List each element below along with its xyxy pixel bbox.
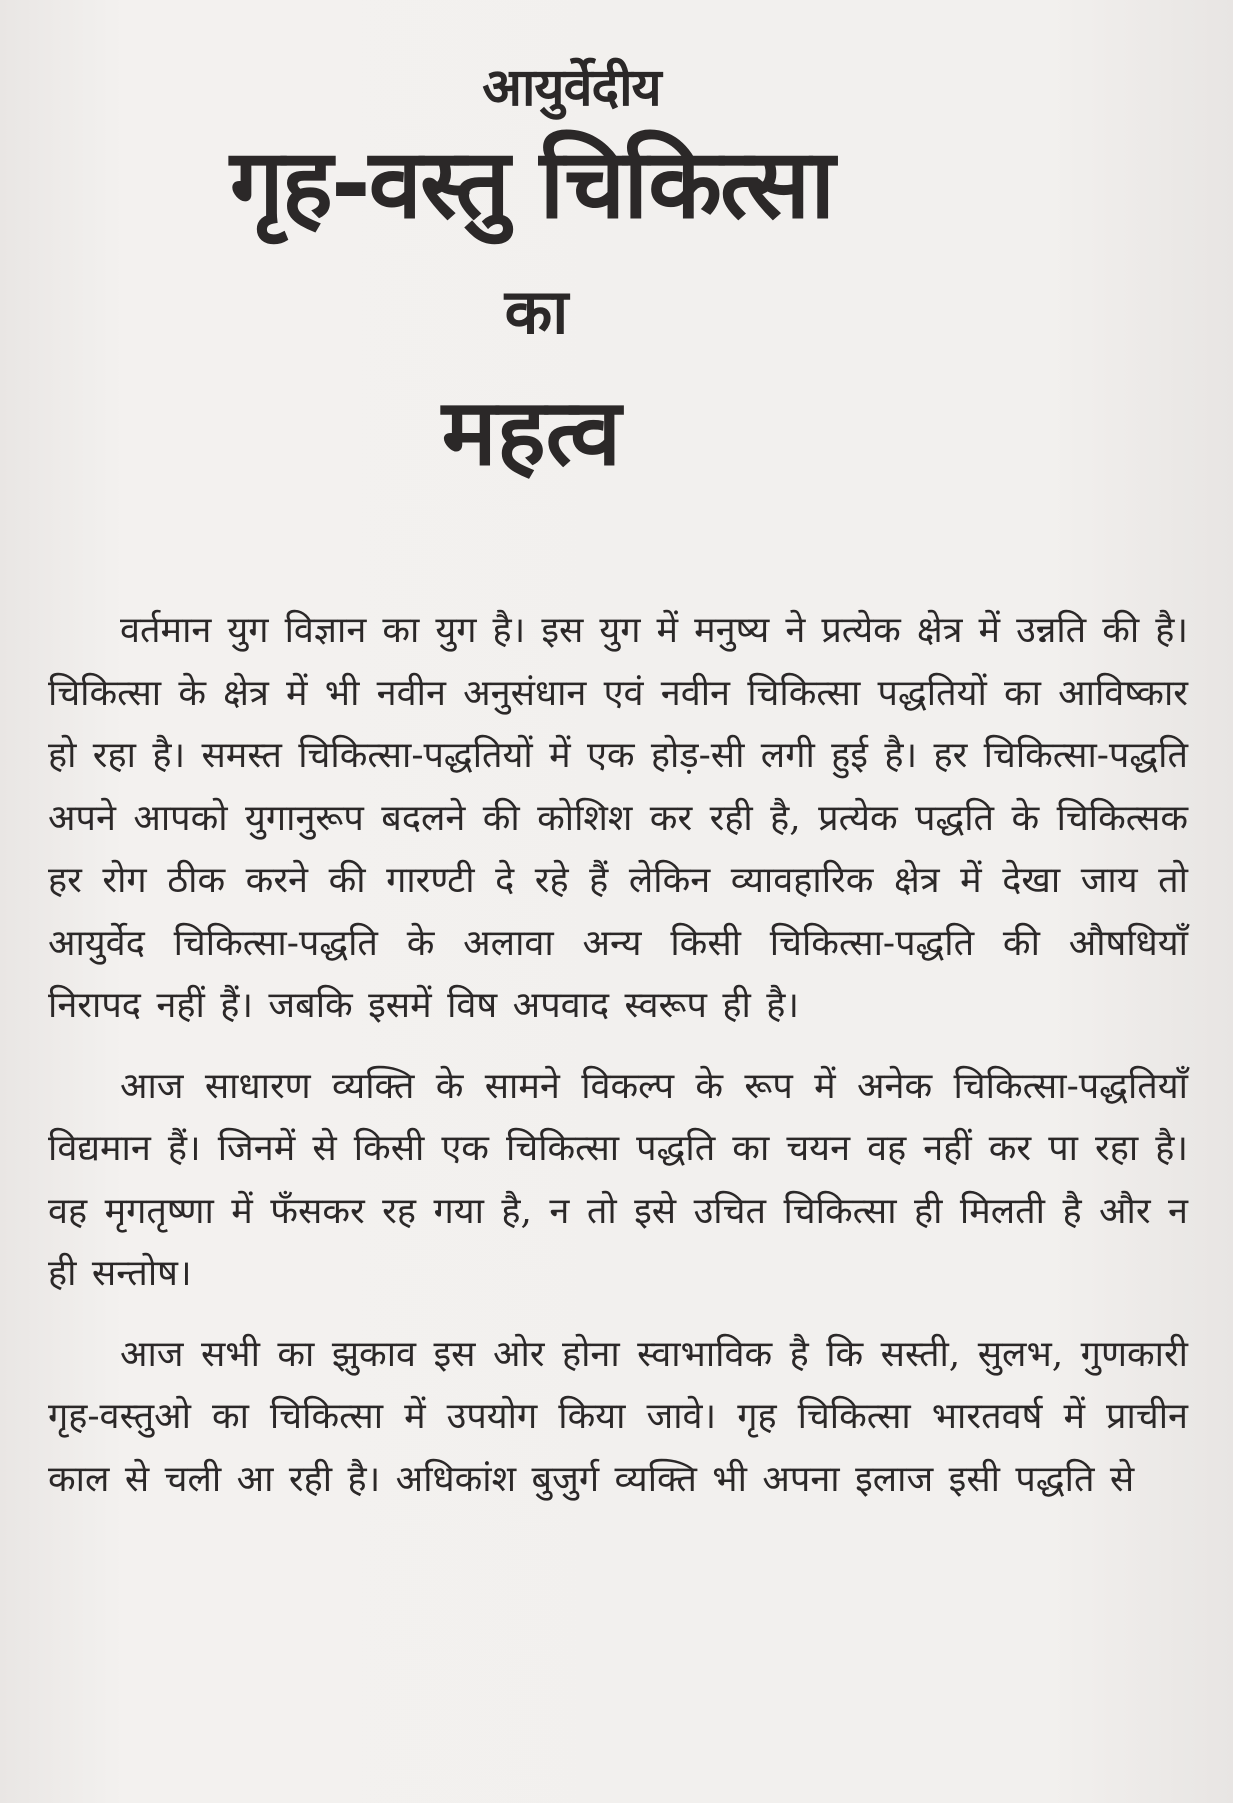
body-text xyxy=(48,600,1188,1529)
paragraph-1: वर्तमान युग विज्ञान का युग है। इस युग में मनुष्य ने प्रत्येक क्षेत्र में उन्नति की है। चिकित्सा के क्षेत्र में भी नवीन अनुसंधान एवं नवीन चिकित्सा पद्धतियों का आविष्कार हो रहा है। समस्त चिकित्सा-पद्धतियों में एक होड़-सी लगी हुई है। हर चिकित्सा-पद्धति अपने आपको युगानुरूप बदलने की कोशिश कर रही है, प्रत्येक पद्धति के चिकित्सक हर रोग ठीक करने की गारण्टी दे रहे हैं लेकिन व्यावहारिक क्षेत्र में देखा जाय तो आयुर्वेद चिकित्सा-पद्धति के अलावा अन्य किसी चिकित्सा-पद्धति की औषधियाँ निरापद नहीं हैं। जबकि इसमें विष अपवाद स्वरूप ही है। xyxy=(48,610,1188,1026)
title-block xyxy=(0,0,1233,488)
page-subtitle: महत्व xyxy=(441,379,622,486)
paragraph-3: आज सभी का झुकाव इस ओर होना स्वाभाविक है कि सस्ती, सुलभ, गुणकारी गृह-वस्तुओ का चिकित्सा में उपयोग किया जावे। गृह चिकित्सा भारतवर्ष में प्राचीन काल से चली आ रही है। अधिकांश बुजुर्ग व्यक्ति भी अपना इलाज इसी पद्धति से xyxy=(48,1333,1188,1500)
page-title: गृह-वस्तु चिकित्सा xyxy=(229,128,834,240)
supertitle: आयुर्वेदीय xyxy=(482,58,661,118)
title-connector: का xyxy=(504,275,569,348)
paragraph-2: आज साधारण व्यक्ति के सामने विकल्प के रूप में अनेक चिकित्सा-पद्धतियाँ विद्यमान हैं। जिनमें से किसी एक चिकित्सा पद्धति का चयन वह नहीं कर पा रहा है। वह मृगतृष्णा में फँसकर रह गया है, न तो इसे उचित चिकित्सा ही मिलती है और न ही सन्तोष। xyxy=(48,1065,1188,1294)
